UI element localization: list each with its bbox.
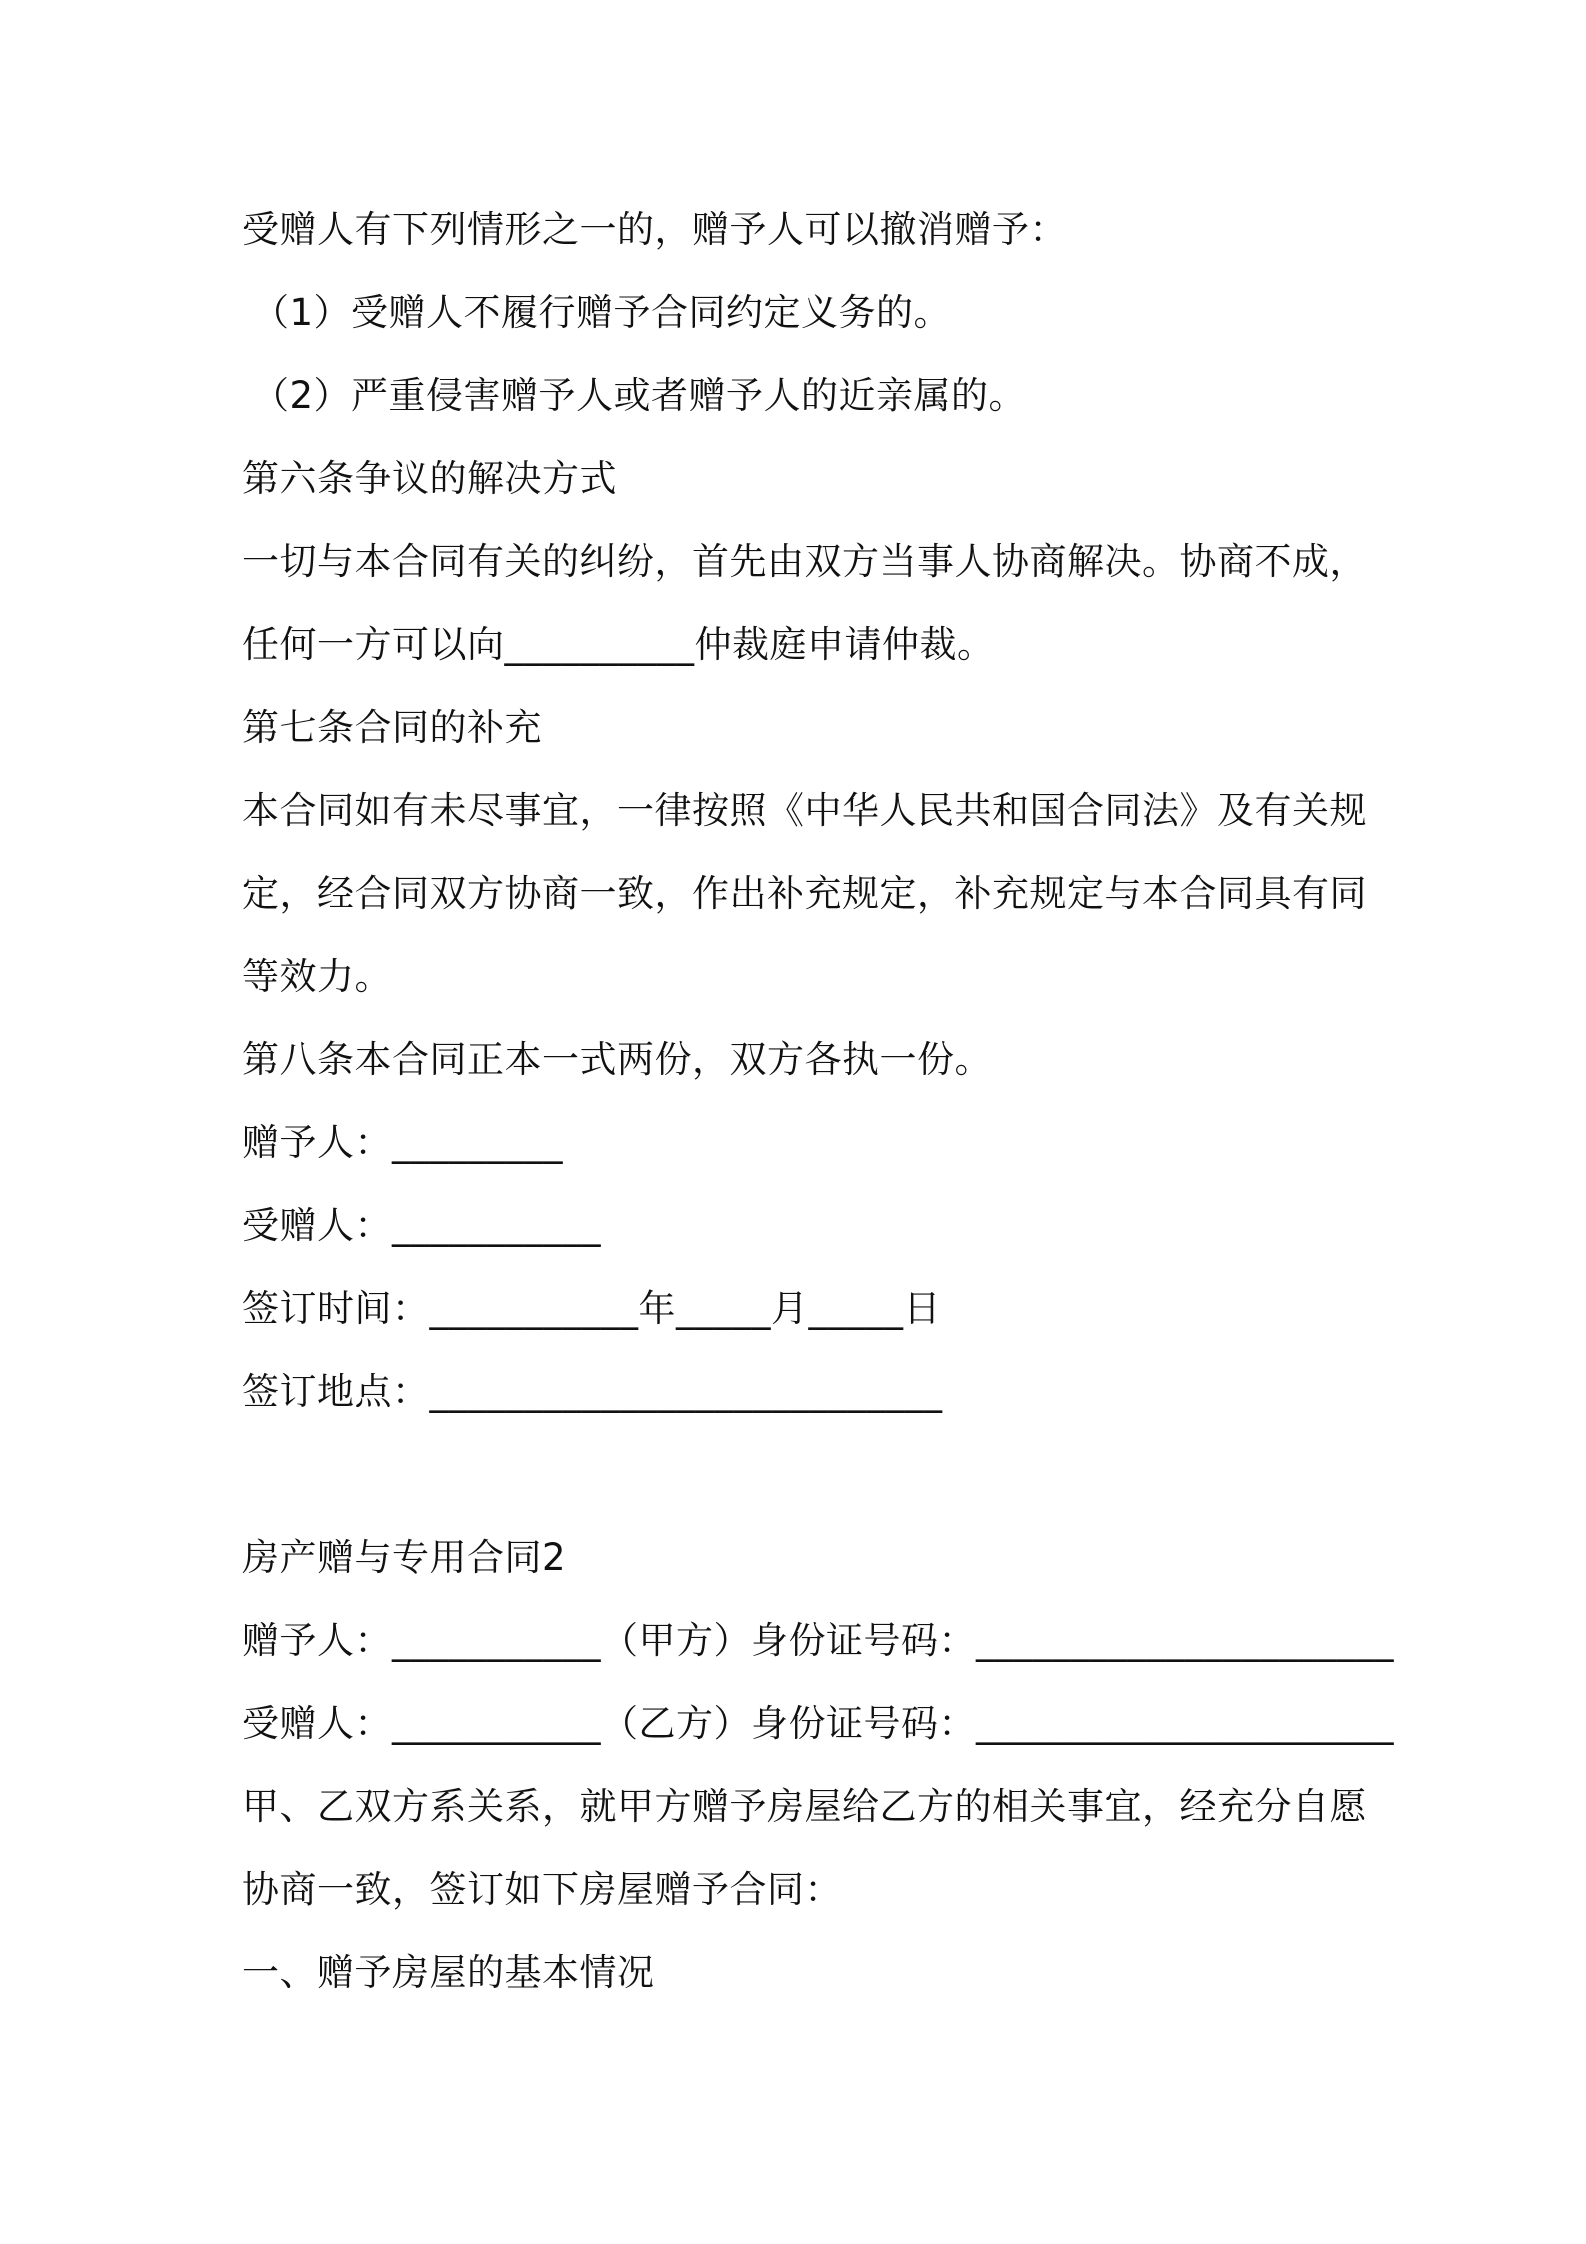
signing-date-field: 签订时间：___________年_____月_____日 — [242, 1287, 941, 1330]
article-8-text: 第八条本合同正本一式两份，双方各执一份。 — [242, 1038, 992, 1081]
revocation-item-2: （2）严重侵害赠予人或者赠予人的近亲属的。 — [252, 374, 1027, 417]
contract-2-donor-line: 赠予人：___________（甲方）身份证号码：______________________ — [242, 1619, 1394, 1662]
donee-signature-field: 受赠人：___________ — [242, 1204, 601, 1247]
article-6-heading: 第六条争议的解决方式 — [242, 457, 617, 500]
revocation-intro: 受赠人有下列情形之一的，赠予人可以撤消赠予： — [242, 208, 1067, 251]
article-7-heading: 第七条合同的补充 — [242, 706, 542, 749]
article-6-text-line-1: 一切与本合同有关的纠纷，首先由双方当事人协商解决。协商不成， — [242, 540, 1367, 583]
revocation-item-1: （1）受赠人不履行赠予合同约定义务的。 — [252, 291, 952, 334]
signing-place-field: 签订地点：___________________________ — [242, 1370, 943, 1413]
contract-2-intro-line-2: 协商一致，签订如下房屋赠予合同： — [242, 1868, 842, 1911]
donor-signature-field: 赠予人：_________ — [242, 1121, 563, 1164]
article-6-text-line-2: 任何一方可以向__________仲裁庭申请仲裁。 — [242, 623, 995, 666]
contract-2-title: 房产赠与专用合同2 — [242, 1536, 567, 1579]
contract-2-intro-line-1: 甲、乙双方系关系，就甲方赠予房屋给乙方的相关事宜，经充分自愿 — [242, 1785, 1367, 1828]
article-7-text-line-2: 定，经合同双方协商一致，作出补充规定，补充规定与本合同具有同 — [242, 872, 1367, 915]
article-7-text-line-1: 本合同如有未尽事宜，一律按照《中华人民共和国合同法》及有关规 — [242, 789, 1367, 832]
contract-2-donee-line: 受赠人：___________（乙方）身份证号码：______________________ — [242, 1702, 1394, 1745]
article-7-text-line-3: 等效力。 — [242, 955, 392, 998]
section-1-heading: 一、赠予房屋的基本情况 — [242, 1951, 655, 1994]
